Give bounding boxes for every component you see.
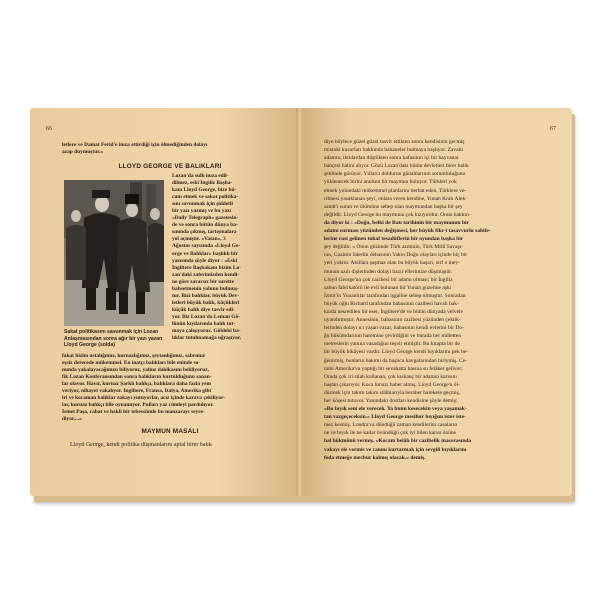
text-line: Lloyd George'un çok cazibesi bir adamı olması; bir İngiliz <box>324 276 453 283</box>
text-line: maya çalışıyoruz. Göldeki ba- <box>172 328 241 335</box>
right-page-text <box>324 138 554 462</box>
text-line: lerinden dolayı ıcı yaşan vazar, babasının kendi evlerini bir Do- <box>324 325 464 332</box>
text-line: değildir. Lloyd George bu maymuna çok kızıyordur. Onun hakkın- <box>324 211 471 218</box>
photo-figures <box>64 180 164 326</box>
text-line: tur. Bizi balıklar, büyük Dev- <box>172 292 239 299</box>
text-line: sabun fabrikatörü ile evli bulunan bir Yunan güzeline aşkı <box>324 284 452 291</box>
text-line: adamı ısırması yüzünden değişmesi, her büyük fikr-i tasavvurlu sahife- <box>324 228 491 235</box>
text-line: yüklenecek birini ararken bir maymun buluyor. Türkleri yok <box>324 179 457 186</box>
text-line: ne göre zararsız bir surette <box>172 278 234 285</box>
left-column-text <box>172 173 276 342</box>
text-line: Orada çok iri silah kullanan, çok kıskanç bir adamın karısını <box>324 373 457 380</box>
text-line: şeklinde görüyor. Yıllarcı doldurun günahlarının sorumluluğunu <box>324 171 466 178</box>
section-heading-maymun: MAYMUN MASALI <box>141 428 199 435</box>
text-line: veriyor, nihayet vakalıyor. İngiltere, Fransa, İtalya, Amerika gibi <box>62 388 211 395</box>
text-line: rilmesi yasaklanan şeyi, onlara veren kendine, Yunan Kralı Alek- <box>324 195 468 202</box>
text-line: lıklar tutulmamağa uğraşıyor, <box>172 335 242 342</box>
text-line: uyandırmıştır. Annesinin, babasının cazibesi yüzünden çektik- <box>324 317 461 324</box>
text-line: tan vazgeçeceksin.» Lloyd George mesihur bıyığını ister iste- <box>324 414 466 421</box>
text-line: de ve sonra bütün dünya ba- <box>172 222 238 229</box>
left-top-text <box>62 142 274 156</box>
text-line: «Bu bıyık seni ele verecek. Ya bunu kesecekin veya yaşamak- <box>324 406 467 413</box>
text-line: kında nesredilen bir eser, İngiltere'de ve bütün dünyada velvele <box>324 308 463 315</box>
text-line: letlere ve Damat Ferid'e imza ettirdiği için ölmediğinden dolayı <box>62 142 208 148</box>
text-line: lerine rast gelinen tuhaf tesadüflerin bir oyundan başka bir <box>324 236 464 243</box>
text-line: azap duymuştur.» <box>62 149 104 156</box>
text-line: bahsetmenin yolunu bulmuş- <box>172 285 239 292</box>
text-line: feda etmeğe mecbur kalmış olacak.» demiş. <box>324 454 426 461</box>
text-line: mez kesmiş. Londra'va döndüğü zaman kendilerini casaların <box>324 422 458 429</box>
text-line: nın, Gazinin liderlik dehasının Yakın Doğu olayları içinde hiç bir <box>324 252 468 259</box>
photo-caption: Sakat politikasını savunmak için Lozan Anlaşmasından sonra ağır bir yazı yazan Lloyd George (solda) <box>64 329 163 349</box>
text-line: her köşesi tutuvor. Yanındaki dostları kendisine şöyle demiş: <box>324 398 458 404</box>
text-line: orge ve Balıklar» başlıklı bir <box>172 250 238 257</box>
text-line: dilmez, eski İngiliz Başba- <box>172 180 233 187</box>
text-line: Ağustos sayısında «Lloyd Ge- <box>172 243 241 250</box>
page-number-left: 66 <box>46 126 52 132</box>
text-line: eşsiz derecede mükemmel. En inatçı balıkları bile eninde so- <box>62 360 201 367</box>
text-line: nunda yakalayacağımızı biliyoruz, yalnız dakikasını bekliyoruz, <box>62 367 209 374</box>
text-line: munun azılı dişlerinden dolayı hazır ellerimize düşmüştür. <box>324 268 453 275</box>
text-line: lünün kıyılarında balık tut- <box>172 320 236 327</box>
text-line: vakayı ele vermis ve canını kurtarmak için sevgili bıyıklarını <box>324 446 467 453</box>
text-line: yeri yoktur. Akıllara şaşmaz olan bu büyük başarı, sırf o mey- <box>324 260 460 267</box>
text-line: kanı Lloyd George, bize hü- <box>172 187 237 194</box>
left-page <box>30 108 298 496</box>
historical-photo <box>64 180 164 326</box>
text-line: da diyor ki : «Doğu, belki de Batı tarihinin bir maymunun bir <box>324 219 469 226</box>
text-line: fakat bizim ustalığımız, kurnazlığımız, şeytanlığımız, sabrımız <box>62 353 206 359</box>
text-line: fik Lozan Konferansından sonra balıkların kurtulduğunu sanan- <box>62 374 212 381</box>
text-line: bir yazı yazmış ve bu yazı <box>172 208 232 215</box>
text-line: ğenirmiş, bunların bakımı da başlıca kavgalarından biriymiş. Ce- <box>324 357 468 364</box>
left-bottom-text <box>70 442 280 449</box>
text-line: İngiltere Başbakanı bizim Lo- <box>172 264 241 271</box>
left-full-text <box>62 353 276 423</box>
text-line: bal hükmünü vermiş. «Kocam belâlı bir cazibelik macerasında <box>324 438 472 445</box>
text-line: lar, kurnaz balıkçı bile oynamıyor. Pulları yaz cümleyi pardıdıyor. <box>62 402 214 409</box>
text-line: küçük balık diye tasvir edi- <box>172 306 235 313</box>
text-line: diye böylece güzel güzel tasvir ettikten sonra kendisinin gecmiş <box>324 139 465 145</box>
text-line: yol açmıştır. «Vatan», 3 <box>172 236 226 243</box>
text-line: dürmek için takım takım silâhlarıyla beraber harekete geçmiş, <box>324 389 461 396</box>
text-line: sınında çıkmış, tartışmalara <box>172 229 237 236</box>
text-line: diyor....» <box>62 416 82 423</box>
text-line: Lloyd George, kendi politika düşmanlarını aptal birer balık <box>70 442 212 448</box>
text-line: «Daily Telegraph» gazetesin- <box>172 215 239 222</box>
text-line: sını savunmak için şiddetli <box>172 201 233 208</box>
text-line: baştan çıkarıyor. Koca hırsızı haber almış, Lloyd George'u öl- <box>324 381 460 388</box>
text-line: lar olavor. Havır, kurnaz Şarklı balıkçı, balıklara daha fazla yem <box>62 381 211 388</box>
text-line: letleri büyük balık, küçükleri <box>172 299 240 306</box>
text-line: Lozan'da sulh imza edil- <box>172 173 229 179</box>
open-book <box>30 108 575 500</box>
text-line: yor. Biz Lozan'da Leman Gö- <box>172 313 240 320</box>
text-line: yazısında şöyle diyor : «Eski <box>172 257 238 264</box>
text-line: sandr'ı ısıran ve ölümüne sebep olan maymundan başka bir şey <box>324 203 463 210</box>
right-page <box>302 108 572 496</box>
text-line: İsmet Paşa, rahat ve hakli bir tebessümle bu manzarayı seyre- <box>62 409 205 416</box>
text-line: büyük oğlu Richard tarafından babasının cazibesi havalı hak- <box>324 300 459 307</box>
text-line: zan'daki zaferimizden kendi- <box>172 271 240 278</box>
text-line: adamın, iktidardan düştükten sonra kafasının içi bir hayvanat <box>324 155 459 162</box>
text-line: etmek yolundaki mükemmel planlarını berbat eden, Türklere ve- <box>324 187 467 194</box>
text-line: ne ve bıyık ile ne kadar övündüğü çok iyi bilen karısı önüne <box>324 430 457 437</box>
text-line: bir büyük hikâyesi vardır. Lloyd George kendi bıyıklarını pek be- <box>324 349 469 356</box>
text-line: nubi Amerika'va yaptığı bir sevahatta basına su felâket gelivor: <box>324 365 463 372</box>
text-line: mistoki kusurları hakkında bahaneler bulmaya başlıyor. Zavallı <box>324 147 464 154</box>
text-line: şey değildir. » Onun gözünde Türk azminin, Türk Millî Savaşı- <box>324 244 463 251</box>
text-line: iri ve kocaman balıklar zokayı yutuyorlar, acız içinde karava çekiliyor- <box>62 395 226 402</box>
text-line: ğu hükümdarının haremine çevirdiğini ve burada her milletten <box>324 333 461 340</box>
text-line: İzmir'in Yunanlılar tarafından işgaline sebep olmuştur. Sonradan <box>324 292 466 299</box>
page-number-right: 67 <box>550 126 556 132</box>
text-line: cum etmek ve sakat politika- <box>172 194 239 201</box>
text-line: bahçesi halini alıyor. Gözü Lozan'daki bütün devletleri birer balık <box>324 163 469 170</box>
text-line: metreslerin yanına vasadığını teşvir etmiştir. Bu kitapta bir de <box>324 341 460 348</box>
section-heading-balik: LLOYD GEORGE VE BALIKLARI <box>118 163 222 170</box>
